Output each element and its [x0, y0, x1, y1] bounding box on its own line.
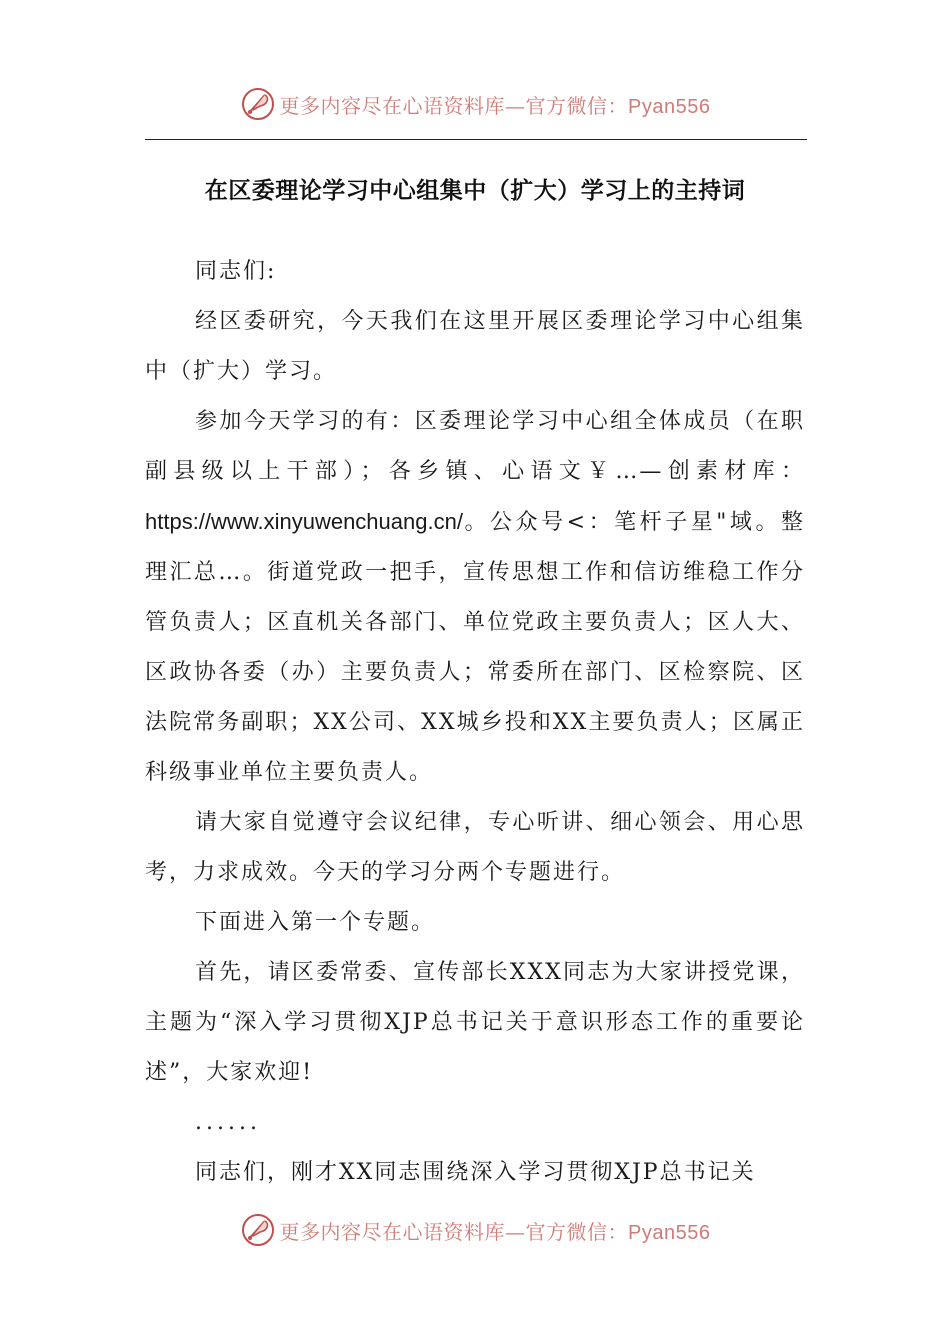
paragraph-5: 首先，请区委常委、宣传部长XXX同志为大家讲授党课，主题为“深入学习贯彻XJP总书记关于意识形态工作的重要论述”，大家欢迎!: [145, 960, 805, 1085]
paragraph-6: 同志们，刚才XX同志围绕深入学习贯彻XJP总书记关: [195, 1160, 756, 1185]
page-header-watermark: [0, 82, 950, 126]
paragraph-2-part-1: 参加今天学习的有：区委理论学习中心组全体成员（在职副县级以上干部）；各乡镇、心语文￥…—创素材库：: [145, 409, 805, 484]
header-wechat-id: Pyan556: [628, 95, 711, 118]
paragraph-4: 下面进入第一个专题。: [195, 910, 436, 935]
quill-logo-icon: [240, 1212, 276, 1248]
document-body: [145, 247, 805, 1198]
paragraph-2: [145, 397, 805, 798]
paragraph-2-part-2: 。公众号<：笔杆子星"域。整理汇总…。街道党政一把手，宣传思想工作和信访维稳工作分管负责人；区直机关各部门、单位党政主要负责人；区人大、区政协各委（办）主要负责人；常委所在部门、区检察院、区法院常务副职；XX公司、XX城乡投和XX主要负责人；区属正科级事业单位主要负责人。: [145, 510, 805, 785]
page-footer-watermark: [0, 1208, 950, 1252]
footer-brand: [280, 1216, 711, 1245]
paragraph-1: 经区委研究，今天我们在这里开展区委理论学习中心组集中（扩大）学习。: [145, 309, 805, 384]
document-title: 在区委理论学习中心组集中（扩大）学习上的主持词: [204, 178, 746, 204]
footer-brand-text: 更多内容尽在心语资料库—官方微信：: [279, 1219, 629, 1244]
header-divider: [145, 139, 807, 140]
header-brand-text: 更多内容尽在心语资料库—官方微信：: [279, 93, 629, 118]
ellipsis: ......: [195, 1110, 261, 1135]
greeting: 同志们:: [195, 259, 277, 284]
paragraph-2-url: https://www.xinyuwenchuang.cn/: [145, 509, 463, 534]
header-brand: [280, 90, 711, 119]
footer-wechat-id: Pyan556: [628, 1221, 711, 1244]
paragraph-3: 请大家自觉遵守会议纪律，专心听讲、细心领会、用心思考，力求成效。今天的学习分两个专题进行。: [145, 810, 805, 885]
quill-logo-icon: [240, 86, 276, 122]
